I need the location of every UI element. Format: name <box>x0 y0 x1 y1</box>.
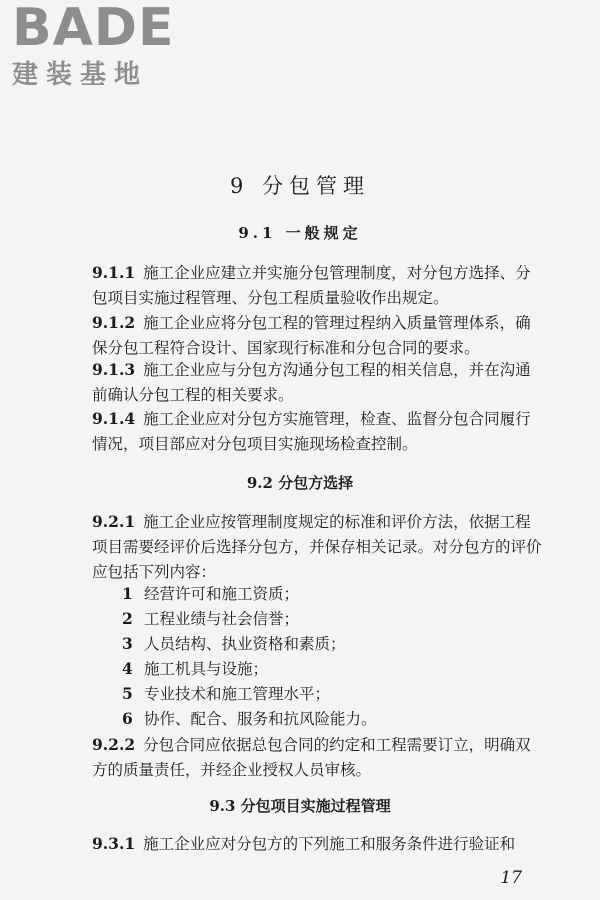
clause-number: 9.2.1 <box>92 512 136 531</box>
clause-number: 9.1.3 <box>92 360 136 379</box>
section-title-9-3: 9.3 分包项目实施过程管理 <box>209 797 391 815</box>
list-item-3: 3 人员结构、执业资格和素质； <box>122 634 346 653</box>
clause-number: 9.1.4 <box>92 409 136 428</box>
list-item-1: 1 经营许可和施工资质； <box>122 584 300 603</box>
clause-text: 分包合同应依据总包合同的约定和工程需要订立，明确双方的质量责任，并经企业授权人员审核。 <box>92 736 531 779</box>
clause-text: 施工企业应与分包方沟通分包工程的相关信息，并在沟通前确认分包工程的相关要求。 <box>92 361 531 404</box>
clause-9-3-1 <box>92 831 544 857</box>
clause-9-2-1 <box>92 509 544 585</box>
clause-text: 施工企业应建立并实施分包管理制度，对分包方选择、分包项目实施过程管理、分包工程质量验收作出规定。 <box>92 264 531 307</box>
chapter-title: 9 分包管理 <box>229 174 371 198</box>
clause-text: 施工企业应将分包工程的管理过程纳入质量管理体系，确保分包工程符合设计、国家现行标准和分包合同的要求。 <box>92 314 531 357</box>
list-item-6: 6 协作、配合、服务和抗风险能力。 <box>122 709 377 728</box>
clause-9-1-2 <box>92 310 544 361</box>
list-item-5: 5 专业技术和施工管理水平； <box>122 684 331 703</box>
list-item-4: 4 施工机具与设施； <box>122 659 269 678</box>
clause-text: 施工企业应按管理制度规定的标准和评价方法，依据工程项目需要经评价后选择分包方，并保存相关记录。对分包方的评价应包括下列内容： <box>92 513 542 581</box>
section-title-9-1: 9.1 一般规定 <box>238 224 362 242</box>
logo-subtitle: 建装基地 <box>12 60 149 90</box>
clause-number: 9.1.1 <box>92 263 136 282</box>
list-item-2: 2 工程业绩与社会信誉； <box>122 609 300 628</box>
logo <box>12 2 182 92</box>
clause-text: 施工企业应对分包方的下列施工和服务条件进行验证和 <box>143 835 516 853</box>
section-title-9-2: 9.2 分包方选择 <box>246 474 354 492</box>
clause-number: 9.3.1 <box>92 834 136 853</box>
clause-text: 施工企业应对分包方实施管理，检查、监督分包合同履行情况，项目部应对分包项目实施现场检查控制。 <box>92 410 531 453</box>
clause-number: 9.1.2 <box>92 313 136 332</box>
clause-9-1-1 <box>92 260 544 311</box>
clause-9-1-4 <box>92 406 544 457</box>
clause-number: 9.2.2 <box>92 735 136 754</box>
page-number: 17 <box>500 868 522 888</box>
logo-wordmark: BADE <box>12 0 175 58</box>
clause-9-2-2 <box>92 732 544 783</box>
clause-9-1-3 <box>92 357 544 408</box>
